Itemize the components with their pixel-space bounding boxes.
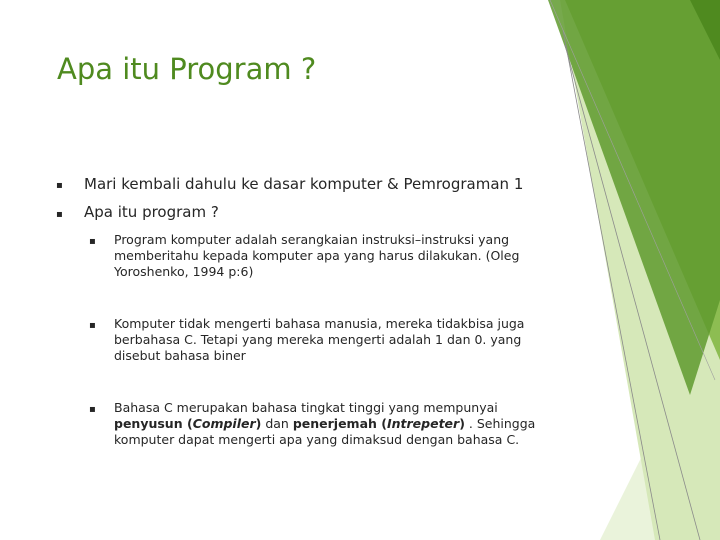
bullet-marker: ▪ [56, 209, 63, 220]
bullet-marker: ▪ [56, 180, 63, 191]
text-run: . Sehingga komputer dapat mengerti apa yang dimaksud dengan bahasa C. [114, 416, 536, 447]
text-run: Bahasa C merupakan bahasa tingkat tinggi yang mempunyai [114, 400, 498, 415]
slide-title: Apa itu Program ? [57, 52, 317, 86]
bullet-item-level2: Komputer tidak mengerti bahasa manusia, mereka tidakbisa juga berbahasa C. Tetapi yang mereka mengerti adalah 1 dan 0. yang disebut bahasa biner [114, 316, 525, 363]
bold-text: penyusun ( [114, 416, 193, 431]
bullet-item-level1: Apa itu program ? [84, 203, 219, 221]
bullet-item-level2: Program komputer adalah serangkaian instruksi–instruksi yang memberitahu kepada komputer apa yang harus dilakukan. (Oleg Yoroshenko, 1994 p:6) [114, 232, 520, 279]
bullet-marker: ▪ [89, 236, 96, 247]
bullet-marker: ▪ [89, 320, 96, 331]
text-run: dan [261, 416, 293, 431]
bold-italic-text: Compiler [192, 416, 256, 431]
bold-text: ) [255, 416, 262, 431]
bullet-item-level1: Mari kembali dahulu ke dasar komputer & Pemrograman 1 [84, 175, 524, 193]
bold-text: penerjemah ( [292, 416, 387, 431]
bullet-marker: ▪ [89, 404, 96, 415]
bold-italic-text: Intrepeter [386, 416, 460, 431]
bold-text: ) [459, 416, 465, 431]
bullet-item-level2 [114, 400, 554, 448]
